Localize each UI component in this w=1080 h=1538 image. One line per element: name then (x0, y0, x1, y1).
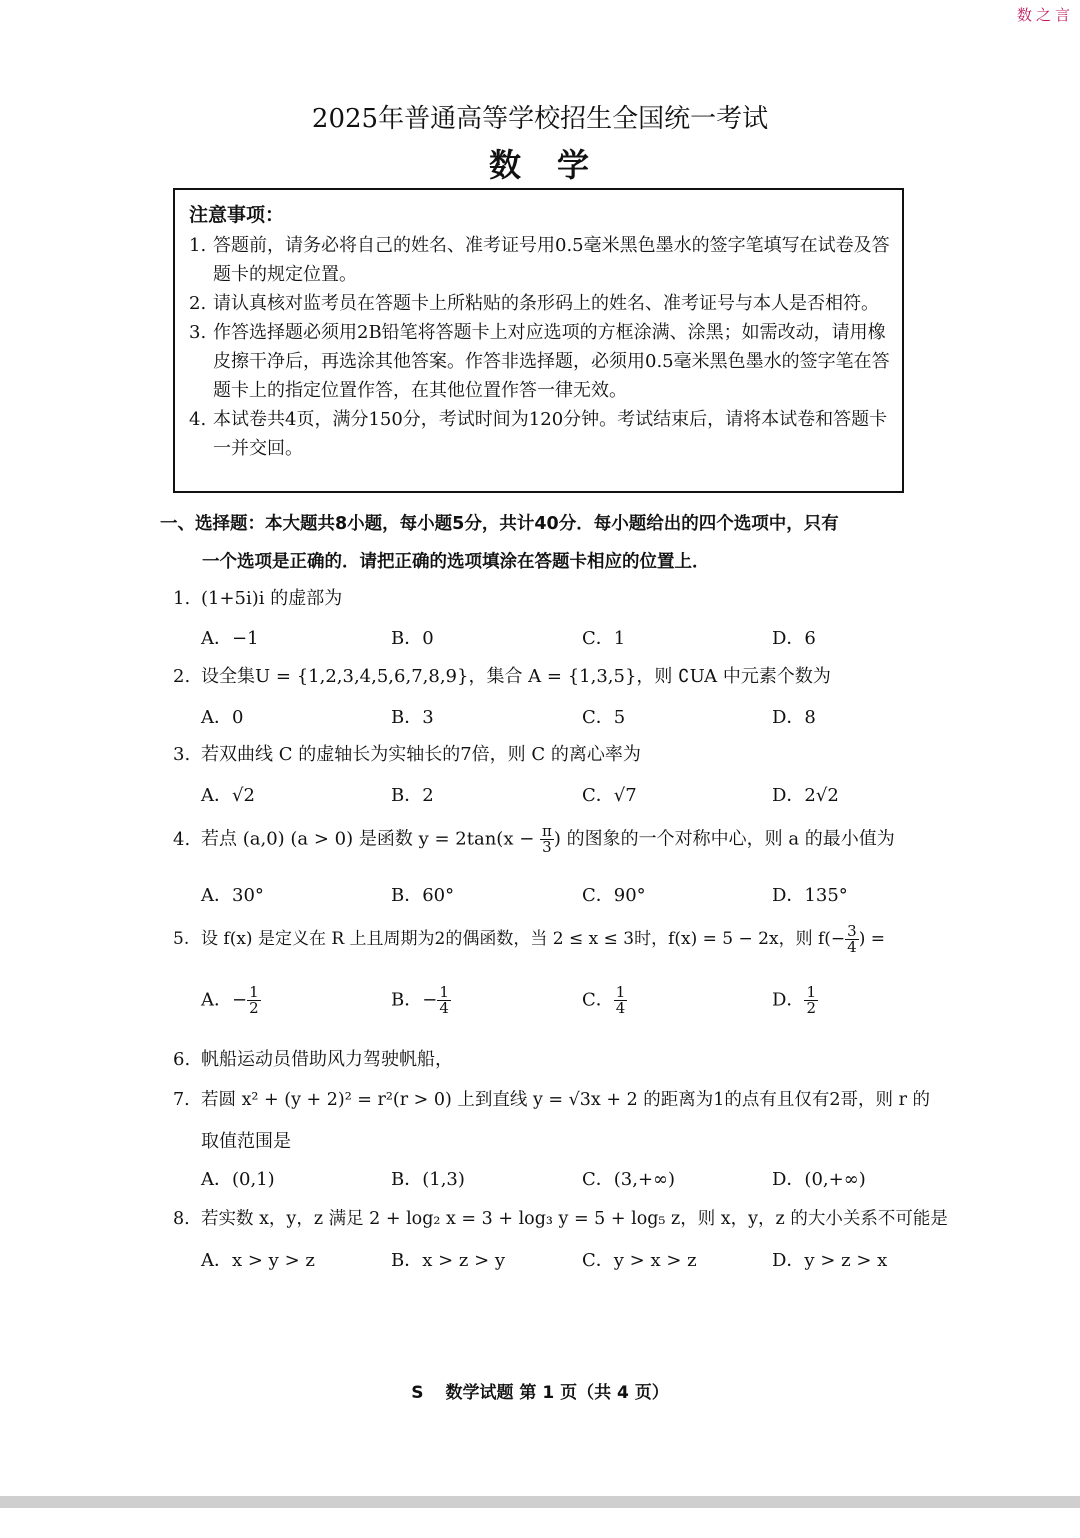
option-a: A．(0,1) (201, 1169, 275, 1190)
option-label: A． (201, 989, 232, 1011)
option-a: A．−1 (201, 628, 259, 649)
scrollbar-track[interactable] (0, 1496, 1080, 1508)
option-c: C．5 (582, 707, 626, 728)
question-1-options (201, 624, 961, 654)
notice-item-text: 作答选择题必须用2B铅笔将答题卡上对应选项的方框涂满、涂黑；如需改动，请用橡皮擦干净后，再选涂其他答案。作答非选择题，必须用0.5毫米黑色墨水的签字笔在答题卡上的指定位置作答，在其他位置作答一律无效。 (213, 322, 890, 401)
footer-page-info: 数学试题 第 1 页（共 4 页） (445, 1383, 669, 1403)
option-a: A．30° (201, 885, 264, 906)
notice-item-number: 3. (189, 322, 207, 343)
question-stem: 若双曲线 C 的虚轴长为实轴长的7倍，则 C 的离心率为 (201, 744, 641, 765)
fraction-denominator: 2 (249, 999, 259, 1017)
option-sign: − (232, 989, 248, 1011)
question-stem: 若实数 x，y，z 满足 2 + log₂ x = 3 + log₃ y = 5 + log₅ z，则 x，y，z 的大小关系不可能是 (201, 1209, 948, 1229)
section-instructions (160, 505, 930, 581)
question-number: 3. (173, 744, 191, 765)
watermark-text: 数之言 (1016, 6, 1074, 24)
option-b (391, 985, 451, 1016)
notice-item (189, 405, 890, 463)
fraction-numerator: 1 (615, 983, 626, 1001)
question-7 (173, 1086, 933, 1111)
question-1 (173, 584, 933, 610)
fraction-denominator: 4 (847, 938, 857, 956)
fraction-numerator: π (542, 822, 552, 840)
option-d: D．135° (772, 885, 848, 906)
notice-item (189, 231, 890, 289)
option-b: B．(1,3) (391, 1169, 465, 1190)
notice-item-number: 4. (189, 409, 207, 430)
fraction (437, 985, 451, 1016)
option-label: B． (391, 989, 423, 1011)
fraction (804, 985, 818, 1016)
notice-item-text: 答题前，请务必将自己的姓名、准考证号用0.5毫米黑色墨水的签字笔填写在试卷及答题卡的规定位置。 (213, 235, 890, 285)
question-3 (173, 740, 933, 766)
footer-code: S (411, 1383, 424, 1403)
subject-heading: 数 学 (488, 146, 591, 184)
option-d (772, 985, 818, 1016)
question-8-options (201, 1246, 961, 1276)
notice-item-number: 1. (189, 235, 207, 256)
option-d: D．y > z > x (772, 1250, 888, 1271)
option-c: C．90° (582, 885, 646, 906)
option-a: A．0 (201, 707, 244, 728)
question-stem-part-2: ) 的图象的一个对称中心，则 a 的最小值为 (553, 828, 895, 850)
question-4 (173, 824, 933, 855)
question-2-options (201, 703, 961, 733)
fraction-numerator: 1 (439, 983, 449, 1001)
question-8 (173, 1205, 948, 1230)
option-c: C．(3,+∞) (582, 1169, 676, 1190)
notice-box (173, 188, 904, 493)
question-number: 5. (173, 929, 190, 949)
option-b: B．0 (391, 628, 434, 649)
notice-item-text: 请认真核对监考员在答题卡上所粘贴的条形码上的姓名、准考证号与本人是否相符。 (213, 293, 879, 314)
notice-item-number: 2. (189, 293, 207, 314)
question-number: 8. (173, 1209, 190, 1229)
option-label: D． (772, 989, 805, 1011)
section-line-1: 一、选择题：本大题共8小题，每小题5分，共计40分．每小题给出的四个选项中，只有 (160, 514, 839, 534)
question-stem-part-1: 若点 (a,0) (a > 0) 是函数 y = 2tan(x − (201, 828, 535, 850)
option-b: B．2 (391, 785, 434, 806)
notice-heading: 注意事项： (189, 204, 285, 226)
question-number: 2. (173, 666, 191, 687)
option-c: C．1 (582, 628, 626, 649)
fraction (540, 824, 554, 855)
option-b: B．3 (391, 707, 434, 728)
option-label: C． (582, 989, 614, 1011)
question-number: 1. (173, 588, 191, 609)
fraction-denominator: 4 (439, 999, 449, 1017)
question-stem-part-1: 设 f(x) 是定义在 R 上且周期为2的偶函数，当 2 ≤ x ≤ 3时，f(x) = 5 − 2x，则 f(− (201, 929, 846, 949)
option-b: B．60° (391, 885, 455, 906)
question-number: 7. (173, 1090, 190, 1110)
fraction-numerator: 3 (847, 922, 857, 940)
question-stem: 帆船运动员借助风力驾驶帆船， (201, 1049, 453, 1070)
question-stem: 若圆 x² + (y + 2)² = r²(r > 0) 上到直线 y = √3x + 2 的距离为1的点有且仅有2哥，则 r 的 (201, 1090, 931, 1110)
question-number: 6. (173, 1049, 191, 1070)
option-a (201, 985, 261, 1016)
exam-title: 2025年普通高等学校招生全国统一考试 (311, 104, 769, 134)
question-4-options (201, 881, 961, 911)
fraction-numerator: 1 (806, 983, 816, 1001)
question-7-continuation: 取值范围是 (201, 1131, 291, 1152)
option-a: A．x > y > z (201, 1250, 315, 1271)
fraction (614, 985, 628, 1016)
option-c: C．√7 (582, 785, 637, 806)
question-stem-part-2: ) = (858, 929, 885, 949)
fraction (845, 924, 859, 955)
question-2 (173, 662, 933, 688)
option-d: D．(0,+∞) (772, 1169, 866, 1190)
option-c: C．y > x > z (582, 1250, 697, 1271)
fraction-denominator: 4 (615, 999, 626, 1017)
option-a: A．√2 (201, 785, 255, 806)
notice-item-text: 本试卷共4页，满分150分，考试时间为120分钟。考试结束后，请将本试卷和答题卡一并交回。 (213, 409, 888, 459)
section-line-2: 一个选项是正确的．请把正确的选项填涂在答题卡相应的位置上． (202, 552, 710, 572)
notice-item (189, 318, 890, 405)
option-c (582, 985, 627, 1016)
option-b: B．x > z > y (391, 1250, 506, 1271)
question-stem: 设全集U = {1,2,3,4,5,6,7,8,9}，集合 A = {1,3,5}，则 ∁UA 中元素个数为 (201, 666, 831, 687)
page-footer (0, 1378, 1080, 1403)
option-sign: − (422, 989, 438, 1011)
question-7-options (201, 1165, 961, 1195)
question-6 (173, 1045, 933, 1071)
question-5 (173, 924, 933, 955)
option-d: D．2√2 (772, 785, 839, 806)
fraction-denominator: 3 (542, 838, 552, 856)
fraction-numerator: 1 (249, 983, 259, 1001)
question-3-options (201, 781, 961, 811)
fraction-denominator: 2 (806, 999, 816, 1017)
fraction (247, 985, 261, 1016)
option-d: D．8 (772, 707, 816, 728)
question-stem: (1+5i)i 的虚部为 (201, 588, 343, 609)
notice-item (189, 289, 890, 318)
option-d: D．6 (772, 628, 816, 649)
question-5-options (201, 985, 961, 1029)
question-number: 4. (173, 828, 191, 850)
